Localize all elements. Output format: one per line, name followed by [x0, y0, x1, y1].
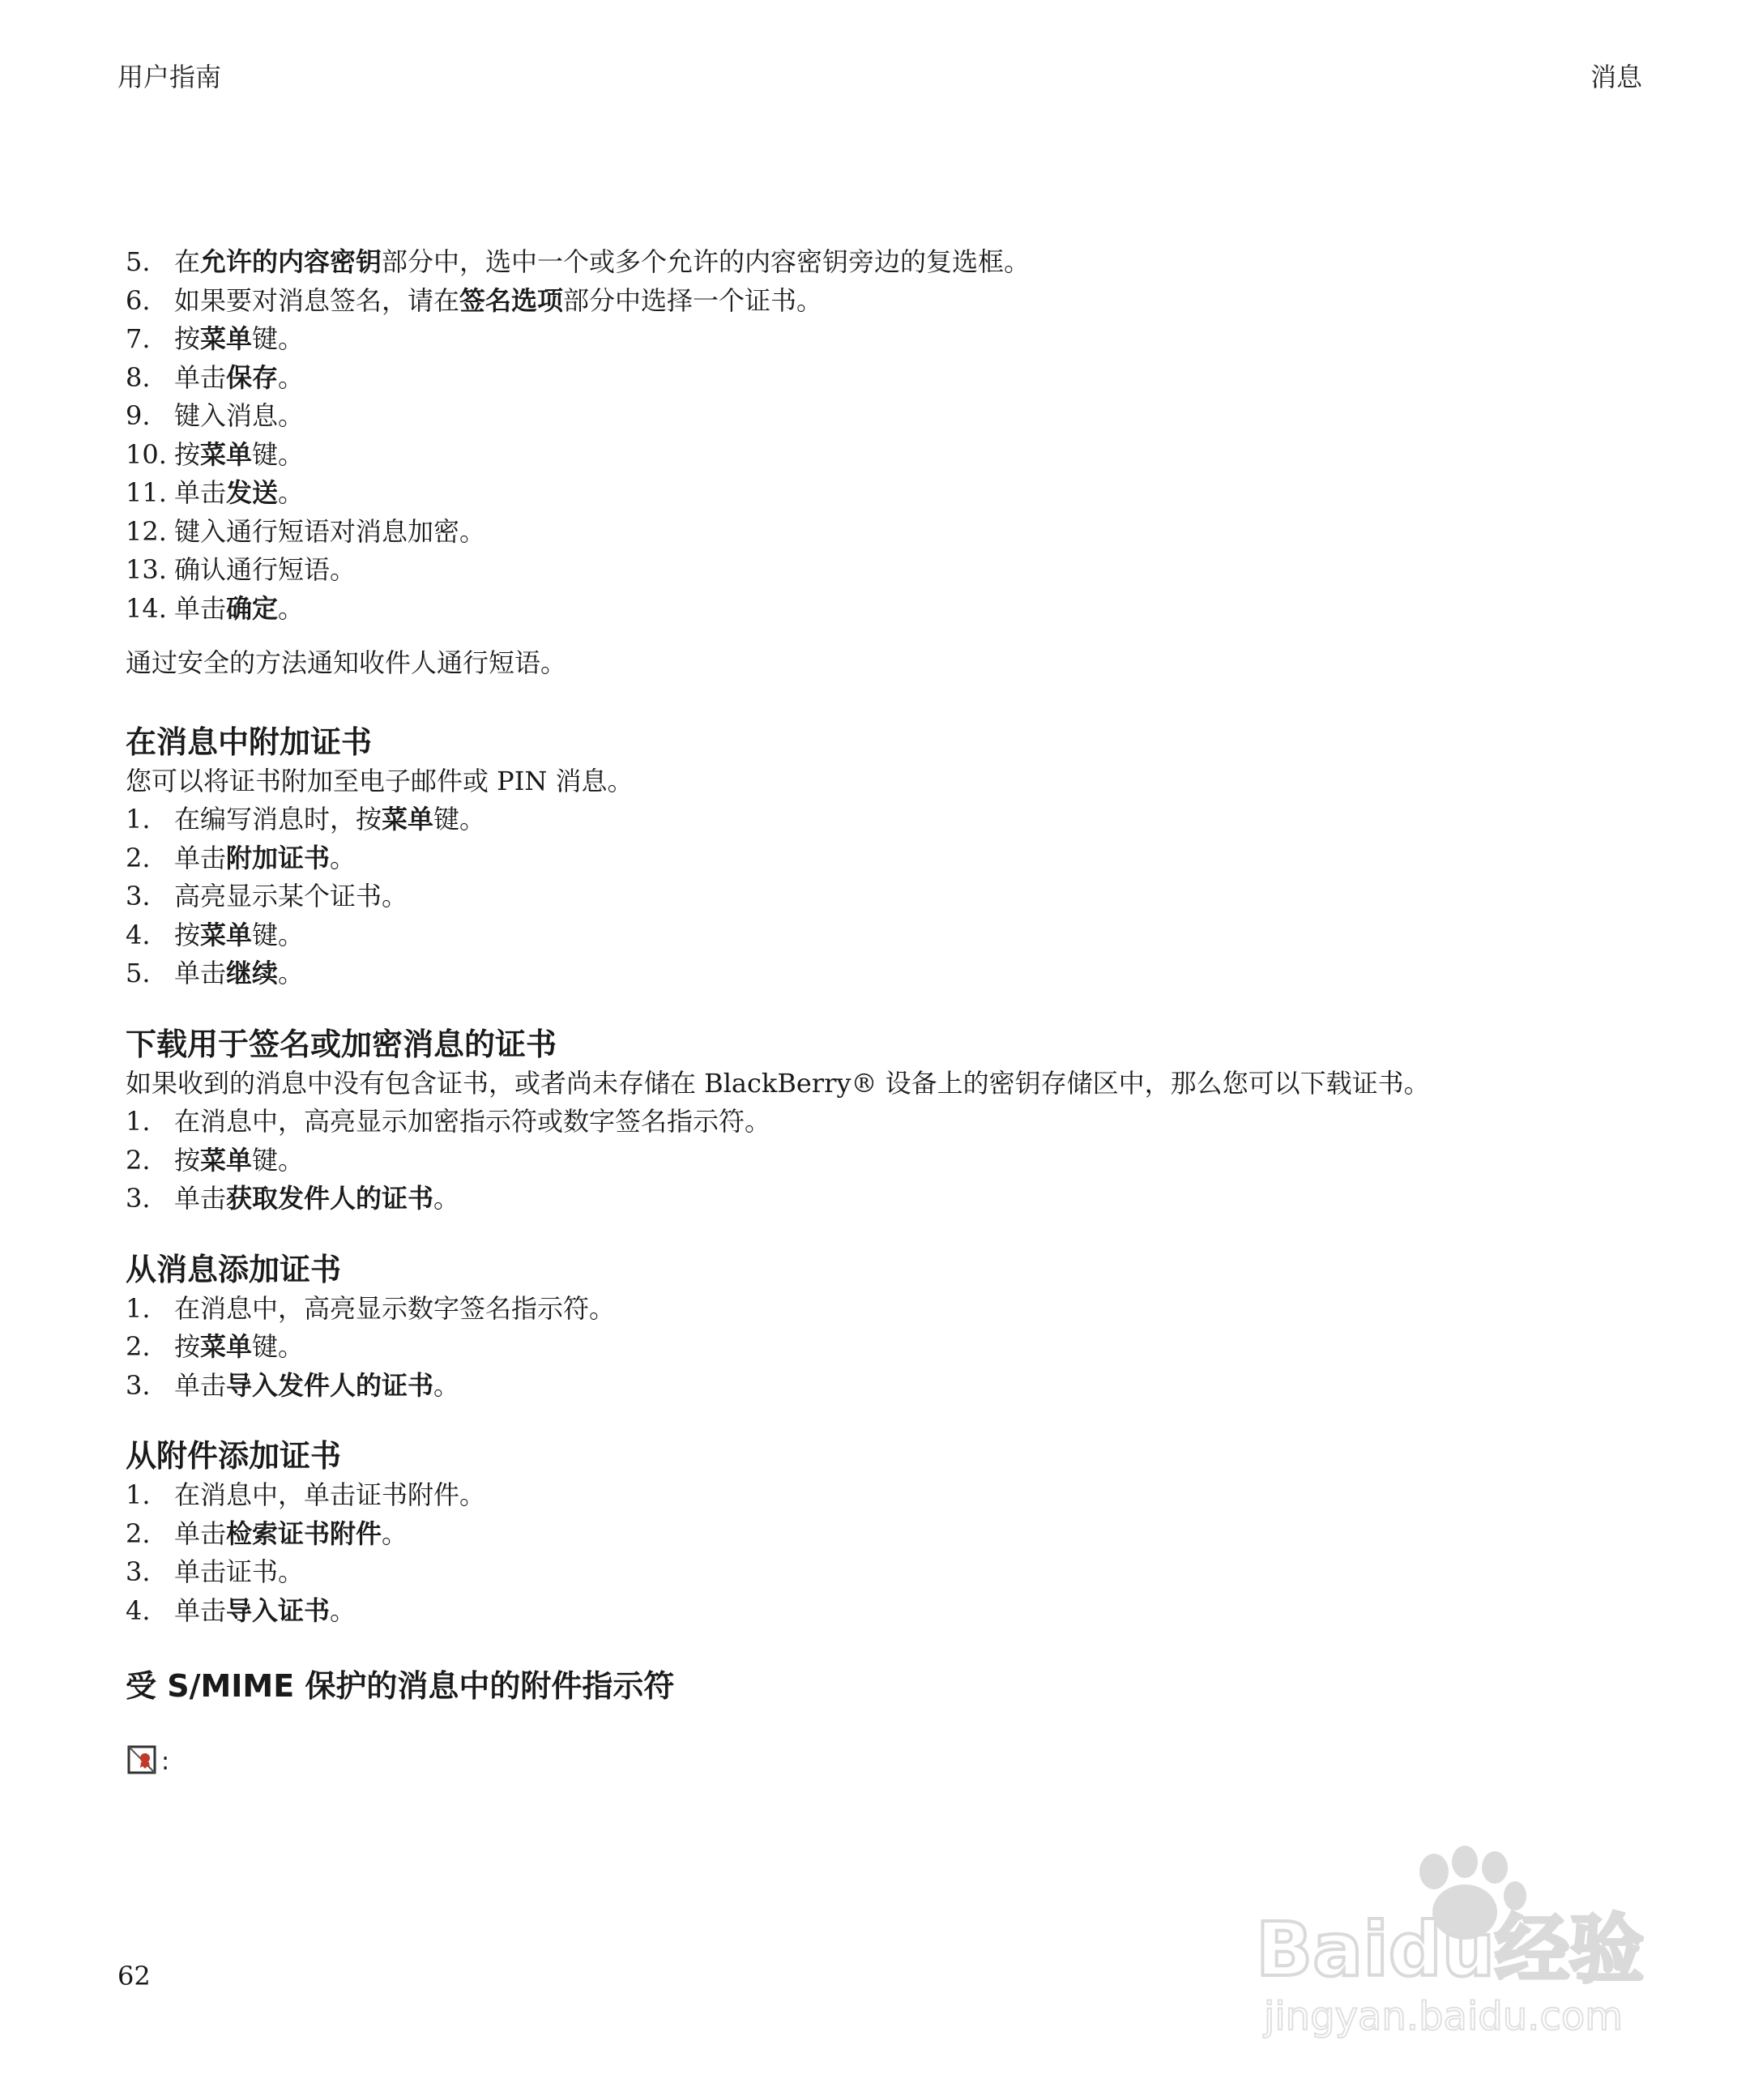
intro-steps	[126, 243, 1665, 628]
list-item: 11. 单击发送。	[126, 477, 305, 508]
list-item: 2. 单击附加证书。	[126, 842, 356, 873]
running-header-section: 消息	[1590, 62, 1642, 92]
list-item: 2. 按菜单键。	[126, 1144, 305, 1176]
list-item: 1. 在消息中，高亮显示加密指示符或数字签名指示符。	[126, 1106, 771, 1137]
list-item: 10. 按菜单键。	[126, 438, 305, 470]
section-title: 从附件添加证书	[126, 1438, 342, 1474]
list-item: 3. 高亮显示某个证书。	[126, 881, 408, 911]
watermark-brand: Baidu经验	[1256, 1906, 1645, 1993]
list-item: 1. 在消息中，高亮显示数字签名指示符。	[126, 1292, 616, 1324]
section-title: 下载用于签名或加密消息的证书	[126, 1026, 557, 1062]
list-item: 6. 如果要对消息签名，请在签名选项部分中选择一个证书。	[126, 284, 823, 316]
watermark-url: jingyan.baidu.com	[1264, 1994, 1623, 2039]
running-header-title: 用户指南	[117, 62, 222, 92]
list-item: 5. 在允许的内容密钥部分中，选中一个或多个允许的内容密钥旁边的复选框。	[126, 246, 1031, 277]
list-item: 7. 按菜单键。	[126, 323, 305, 354]
list-item: 1. 在消息中，单击证书附件。	[126, 1479, 486, 1510]
list-item: 2. 按菜单键。	[126, 1331, 305, 1362]
section-title: 在消息中附加证书	[126, 723, 373, 760]
list-item: 4. 按菜单键。	[126, 919, 305, 950]
list-item: 4. 单击导入证书。	[126, 1594, 356, 1626]
list-item: 9. 键入消息。	[126, 400, 305, 431]
intro-note: 通过安全的方法通知收件人通行短语。	[126, 647, 567, 678]
indicator-colon: :	[161, 1747, 170, 1776]
attachment-indicator-row	[126, 1739, 1665, 1784]
section-description: 您可以将证书附加至电子邮件或 PIN 消息。	[126, 765, 634, 796]
list-item: 8. 单击保存。	[126, 361, 305, 393]
section-description: 如果收到的消息中没有包含证书，或者尚未存储在 BlackBerry® 设备上的密钥存储区中，那么您可以下载证书。	[126, 1067, 1430, 1099]
list-item: 3. 单击证书。	[126, 1556, 305, 1587]
list-item: 13. 确认通行短语。	[126, 554, 356, 585]
section-title: 从消息添加证书	[126, 1251, 342, 1287]
section-title: 受 S/MIME 保护的消息中的附件指示符	[126, 1668, 675, 1704]
list-item: 2. 单击检索证书附件。	[126, 1517, 408, 1549]
list-item: 5. 单击继续。	[126, 958, 305, 988]
page-number: 62	[117, 1961, 151, 1991]
list-item: 3. 单击导入发件人的证书。	[126, 1369, 460, 1401]
list-item: 14. 单击确定。	[126, 592, 305, 624]
list-item: 3. 单击获取发件人的证书。	[126, 1183, 460, 1214]
list-item: 1. 在编写消息时，按菜单键。	[126, 804, 486, 834]
baidu-jingyan-watermark	[1248, 1839, 1669, 2042]
list-item: 12. 键入通行短语对消息加密。	[126, 515, 486, 547]
certificate-attachment-icon	[126, 1742, 161, 1781]
page-content	[126, 243, 1665, 1784]
